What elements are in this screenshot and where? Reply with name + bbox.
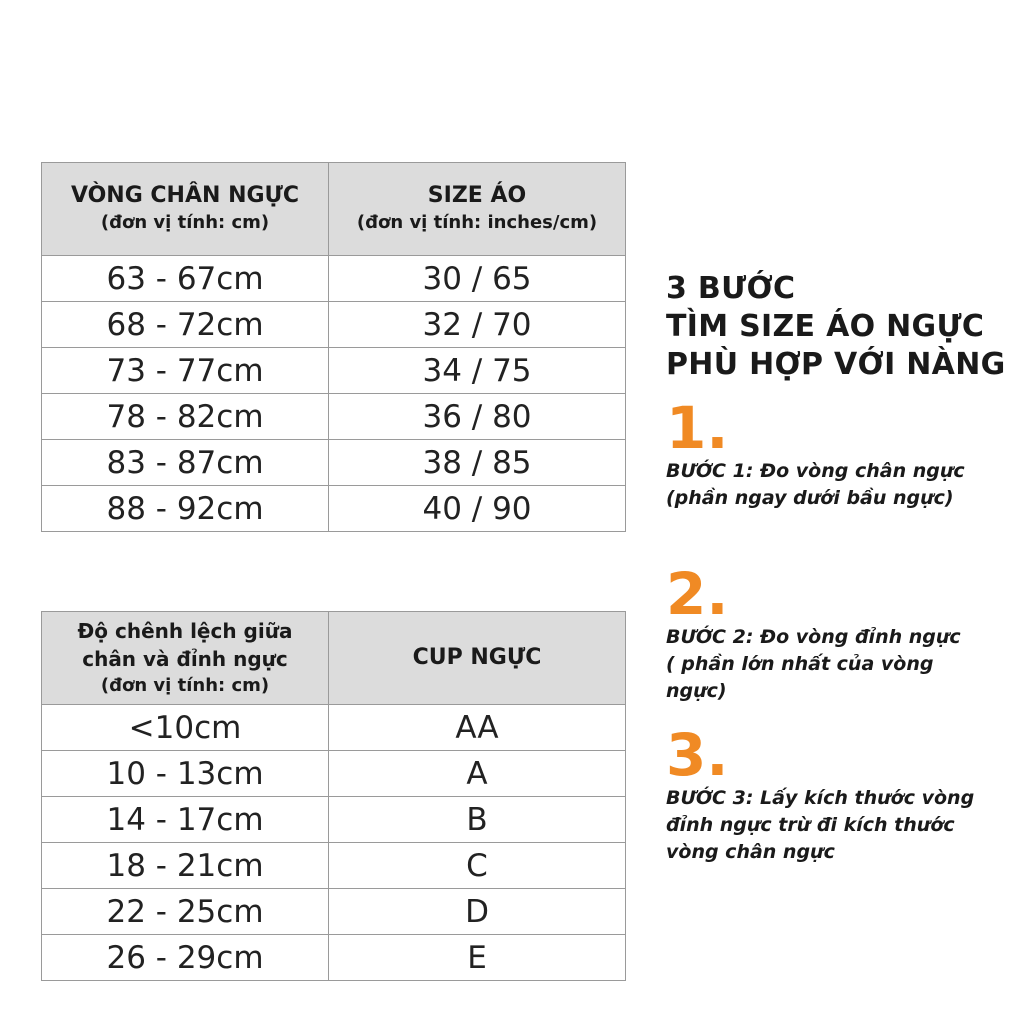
band-measure-cell: 73 - 77cm xyxy=(42,348,329,394)
step-1 xyxy=(666,394,1016,512)
header-band-measure: VÒNG CHÂN NGỰC (đơn vị tính: cm) xyxy=(42,163,329,256)
table-row xyxy=(42,751,626,797)
table-row xyxy=(42,486,626,532)
bra-size-cell: 40 / 90 xyxy=(329,486,626,532)
cup-cell: C xyxy=(329,843,626,889)
table-header-row xyxy=(42,612,626,705)
bra-size-cell: 30 / 65 xyxy=(329,256,626,302)
difference-cell: 22 - 25cm xyxy=(42,889,329,935)
step-description: BƯỚC 3: Lấy kích thước vòng đỉnh ngực trừ đi kích thước vòng chân ngực xyxy=(666,787,975,863)
band-measure-cell: 68 - 72cm xyxy=(42,302,329,348)
bra-size-cell: 36 / 80 xyxy=(329,394,626,440)
difference-cell: 18 - 21cm xyxy=(42,843,329,889)
table-row xyxy=(42,935,626,981)
cup-cell: B xyxy=(329,797,626,843)
band-measure-cell: 63 - 67cm xyxy=(42,256,329,302)
cup-cell: AA xyxy=(329,705,626,751)
step-description: BƯỚC 1: Đo vòng chân ngực (phần ngay dưới bầu ngực) xyxy=(666,460,965,509)
table-row xyxy=(42,440,626,486)
table-row xyxy=(42,348,626,394)
band-measure-cell: 88 - 92cm xyxy=(42,486,329,532)
cup-size-table xyxy=(41,611,626,981)
cup-cell: A xyxy=(329,751,626,797)
table-row xyxy=(42,394,626,440)
band-measure-cell: 83 - 87cm xyxy=(42,440,329,486)
bra-size-cell: 34 / 75 xyxy=(329,348,626,394)
header-bra-size: SIZE ÁO (đơn vị tính: inches/cm) xyxy=(329,163,626,256)
difference-cell: 26 - 29cm xyxy=(42,935,329,981)
table-row xyxy=(42,705,626,751)
table-row xyxy=(42,889,626,935)
table-header-row xyxy=(42,163,626,256)
cup-cell: E xyxy=(329,935,626,981)
table-row xyxy=(42,302,626,348)
band-size-table xyxy=(41,162,626,532)
difference-cell: <10cm xyxy=(42,705,329,751)
difference-cell: 14 - 17cm xyxy=(42,797,329,843)
steps-heading: 3 BƯỚC TÌM SIZE ÁO NGỰC PHÙ HỢP VỚI NÀNG xyxy=(666,271,1006,382)
step-number: 3. xyxy=(666,721,729,789)
table-row xyxy=(42,797,626,843)
step-number: 2. xyxy=(666,560,729,628)
step-number: 1. xyxy=(666,394,729,462)
step-3 xyxy=(666,721,1016,866)
table-row xyxy=(42,256,626,302)
header-cup-size: CUP NGỰC xyxy=(329,612,626,705)
table-row xyxy=(42,843,626,889)
difference-cell: 10 - 13cm xyxy=(42,751,329,797)
steps-panel xyxy=(666,270,1016,866)
bra-size-cell: 32 / 70 xyxy=(329,302,626,348)
header-difference: Độ chênh lệch giữa chân và đỉnh ngực (đơn vị tính: cm) xyxy=(42,612,329,705)
step-description: BƯỚC 2: Đo vòng đỉnh ngực ( phần lớn nhất của vòng ngực) xyxy=(666,626,961,702)
bra-size-cell: 38 / 85 xyxy=(329,440,626,486)
step-2 xyxy=(666,560,1016,705)
cup-cell: D xyxy=(329,889,626,935)
band-measure-cell: 78 - 82cm xyxy=(42,394,329,440)
